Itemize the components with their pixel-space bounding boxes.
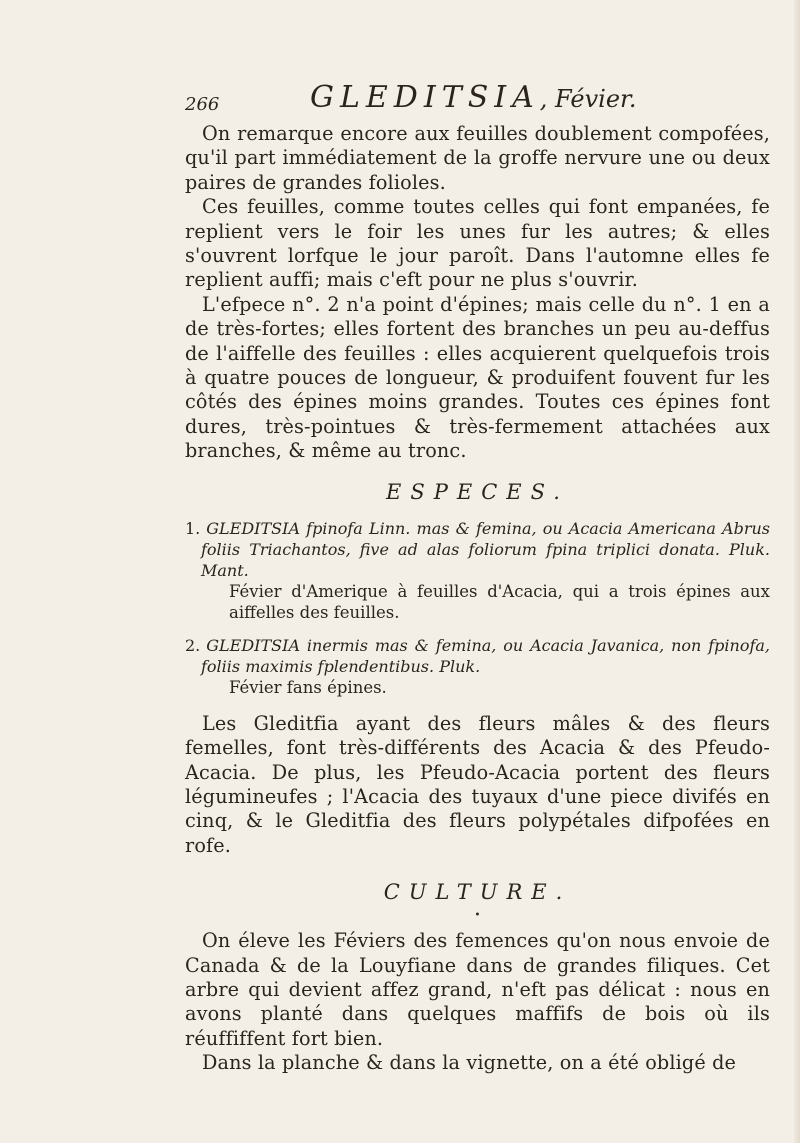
paragraph-3: L'efpece n°. 2 n'a point d'épines; mais celle du n°. 1 en a de très-fortes; elles fortent des branches un peu au-deffus de l'aiffelle des feuilles : elles acquierent quelquefois trois à quatre pouces de longueur, & produifent fouvent fur les côtés des épines moins grandes. Toutes ces épines font dures, très-pointues & très-fermement attachées aux branches, & même au tronc. bbox=[185, 292, 770, 463]
species-entry-1 bbox=[185, 518, 770, 623]
especes-heading: ESPECES. bbox=[386, 479, 569, 504]
running-title-main: GLEDITSIA bbox=[310, 80, 540, 115]
paragraph-1: On remarque encore aux feuilles doublement compofées, qu'il part immédiatement de la groffe nervure une ou deux paires de grandes folioles. bbox=[185, 122, 770, 194]
page-number: 266 bbox=[185, 94, 220, 115]
species-latin-name: GLEDITSIA inermis mas & femina, ou Acacia Javanica, non fpinofa, foliis maximis fplendentibus. Pluk. bbox=[201, 635, 770, 676]
paragraph-after-species: Les Gleditfia ayant des fleurs mâles & des fleurs femelles, font très-différents des Acacia & des Pfeudo-Acacia. De plus, les Pfeudo-Acacia portent des fleurs légumineufes ; l'Acacia des tuyaux d'une piece divifés en cinq, & le Gleditfia des fleurs polypétales difpofées en rofe. bbox=[185, 711, 770, 857]
paragraph-2: Ces feuilles, comme toutes celles qui font empanées, fe replient vers le foir les unes fur les autres; & elles s'ouvrent lorfque le jour paroît. Dans l'automne elles fe replient auffi; mais c'eft pour ne plus s'ouvrir. bbox=[185, 195, 770, 292]
ink-dot: • bbox=[474, 910, 481, 922]
document-page bbox=[185, 80, 770, 1076]
culture-paragraph-1: On éleve les Féviers des femences qu'on nous envoie de Canada & de la Louyfiane dans de grandes filiques. Cet arbre qui devient affez grand, n'eft pas délicat : nous en avons planté dans quelques maffifs de bois où ils réuffiffent fort bien. bbox=[185, 929, 770, 1050]
species-entry-2 bbox=[185, 635, 770, 698]
culture-paragraph-2: Dans la planche & dans la vignette, on a été obligé de bbox=[202, 1051, 737, 1075]
species-french-name: Févier d'Amerique à feuilles d'Acacia, qui a trois épines aux aiffelles des feuilles. bbox=[229, 581, 770, 622]
species-latin-name: GLEDITSIA fpinofa Linn. mas & femina, ou Acacia Americana Abrus foliis Triachantos, five ad alas foliorum fpina triplici donata. Pluk. Mant. bbox=[201, 518, 770, 580]
running-header bbox=[185, 80, 770, 120]
culture-heading: CULTURE. bbox=[383, 880, 572, 905]
species-number: 1. bbox=[185, 518, 201, 538]
page-edge bbox=[794, 0, 800, 1143]
species-french-name: Févier fans épines. bbox=[229, 677, 387, 697]
running-title bbox=[310, 80, 636, 115]
species-number: 2. bbox=[185, 635, 201, 655]
running-title-sub: , Févier. bbox=[539, 85, 637, 113]
